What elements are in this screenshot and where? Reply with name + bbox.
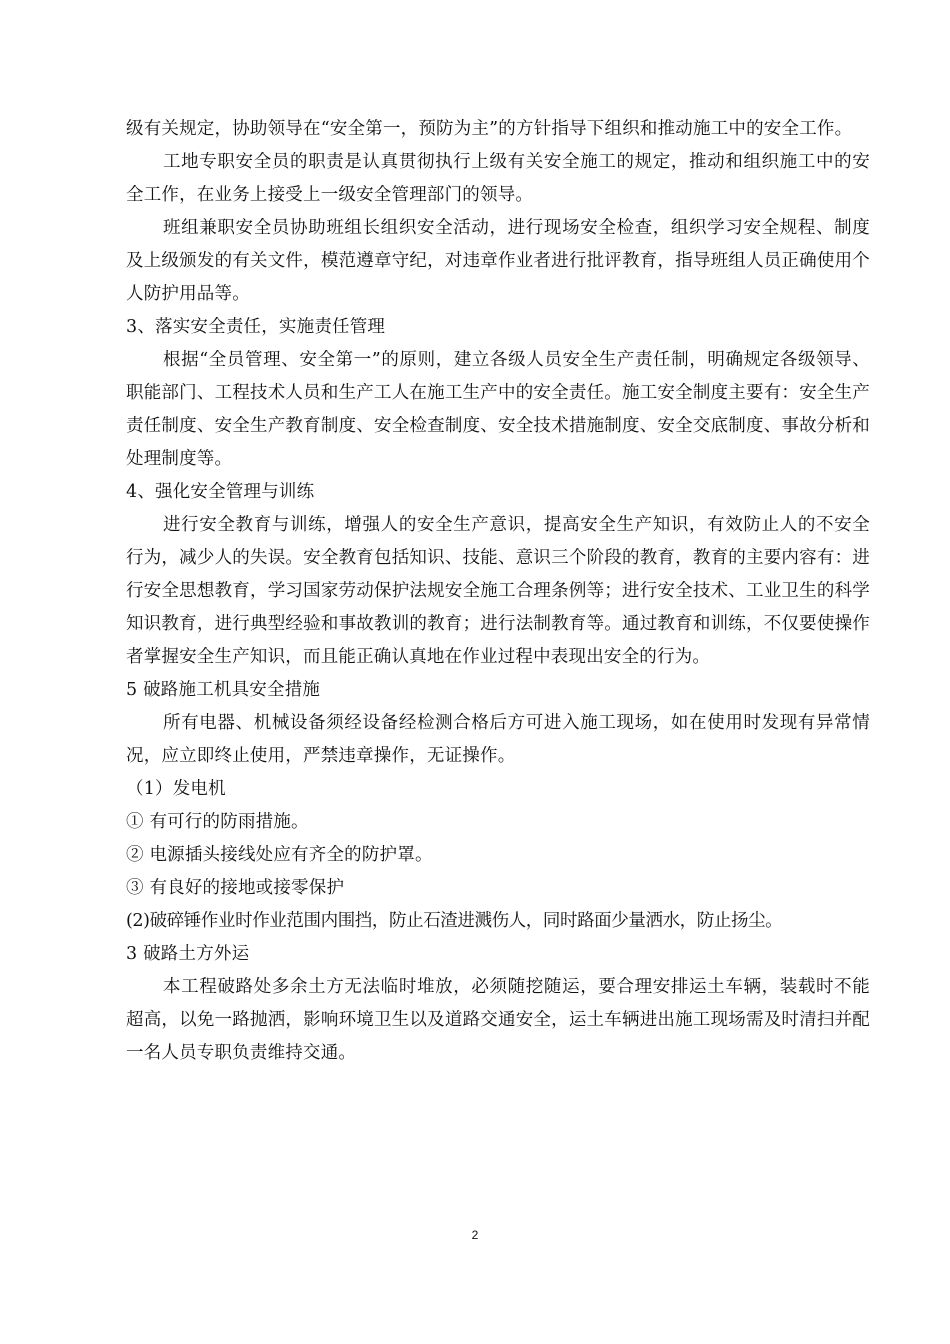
- paragraph-team-safety-officer: 班组兼职安全员协助班组长组织安全活动，进行现场安全检查，组织学习安全规程、制度及上级颁发的有关文件，模范遵章守纪，对违章作业者进行批评教育，指导班组人员正确使用个人防护用品等。: [126, 218, 870, 304]
- heading-section-5: 5 破路施工机具安全措施: [126, 680, 321, 700]
- subheading-generator: （1）发电机: [126, 779, 226, 799]
- list-item-grounding: ③ 有良好的接地或接零保护: [126, 878, 345, 898]
- page-number: 2: [471, 1228, 479, 1242]
- list-item-plug-cover: ② 电源插头接线处应有齐全的防护罩。: [126, 845, 433, 865]
- paragraph-earth-transport: 本工程破路处多余土方无法临时堆放，必须随挖随运，要合理安排运土车辆，装载时不能超高，以免一路抛洒，影响环境卫生以及道路交通安全，运土车辆进出施工现场需及时清扫并配一名人员专职负责维持交通。: [126, 977, 870, 1063]
- heading-earth-transport: 3 破路土方外运: [126, 944, 250, 964]
- paragraph-equipment-inspection: 所有电器、机械设备须经设备经检测合格后方可进入施工现场，如在使用时发现有异常情况，应立即终止使用，严禁违章操作，无证操作。: [126, 713, 870, 766]
- heading-section-3: 3、落实安全责任，实施责任管理: [126, 317, 386, 337]
- list-item-rain-protection: ① 有可行的防雨措施。: [126, 812, 309, 832]
- paragraph-site-safety-officer: 工地专职安全员的职责是认真贯彻执行上级有关安全施工的规定，推动和组织施工中的安全工作，在业务上接受上一级安全管理部门的领导。: [126, 152, 870, 205]
- body-text: [126, 113, 870, 1070]
- paragraph-safety-education: 进行安全教育与训练，增强人的安全生产意识，提高安全生产知识，有效防止人的不安全行为，减少人的失误。安全教育包括知识、技能、意识三个阶段的教育，教育的主要内容有：进行安全思想教育，学习国家劳动保护法规安全施工合理条例等；进行安全技术、工业卫生的科学知识教育，进行典型经验和事故教训的教育；进行法制教育等。通过教育和训练，不仅要使操作者掌握安全生产知识，而且能正确认真地在作业过程中表现出安全的行为。: [126, 515, 870, 667]
- paragraph-continued-duties: 级有关规定，协助领导在“安全第一，预防为主”的方针指导下组织和推动施工中的安全工作。: [126, 119, 853, 139]
- heading-section-4: 4、强化安全管理与训练: [126, 482, 315, 502]
- paragraph-responsibility-system: 根据“全员管理、安全第一”的原则，建立各级人员安全生产责任制，明确规定各级领导、职能部门、工程技术人员和生产工人在施工生产中的安全责任。施工安全制度主要有：安全生产责任制度、安全生产教育制度、安全检查制度、安全技术措施制度、安全交底制度、事故分析和处理制度等。: [126, 350, 870, 469]
- paragraph-breaker-hammer: (2)破碎锤作业时作业范围内围挡，防止石渣进溅伤人，同时路面少量洒水，防止扬尘。: [126, 911, 783, 931]
